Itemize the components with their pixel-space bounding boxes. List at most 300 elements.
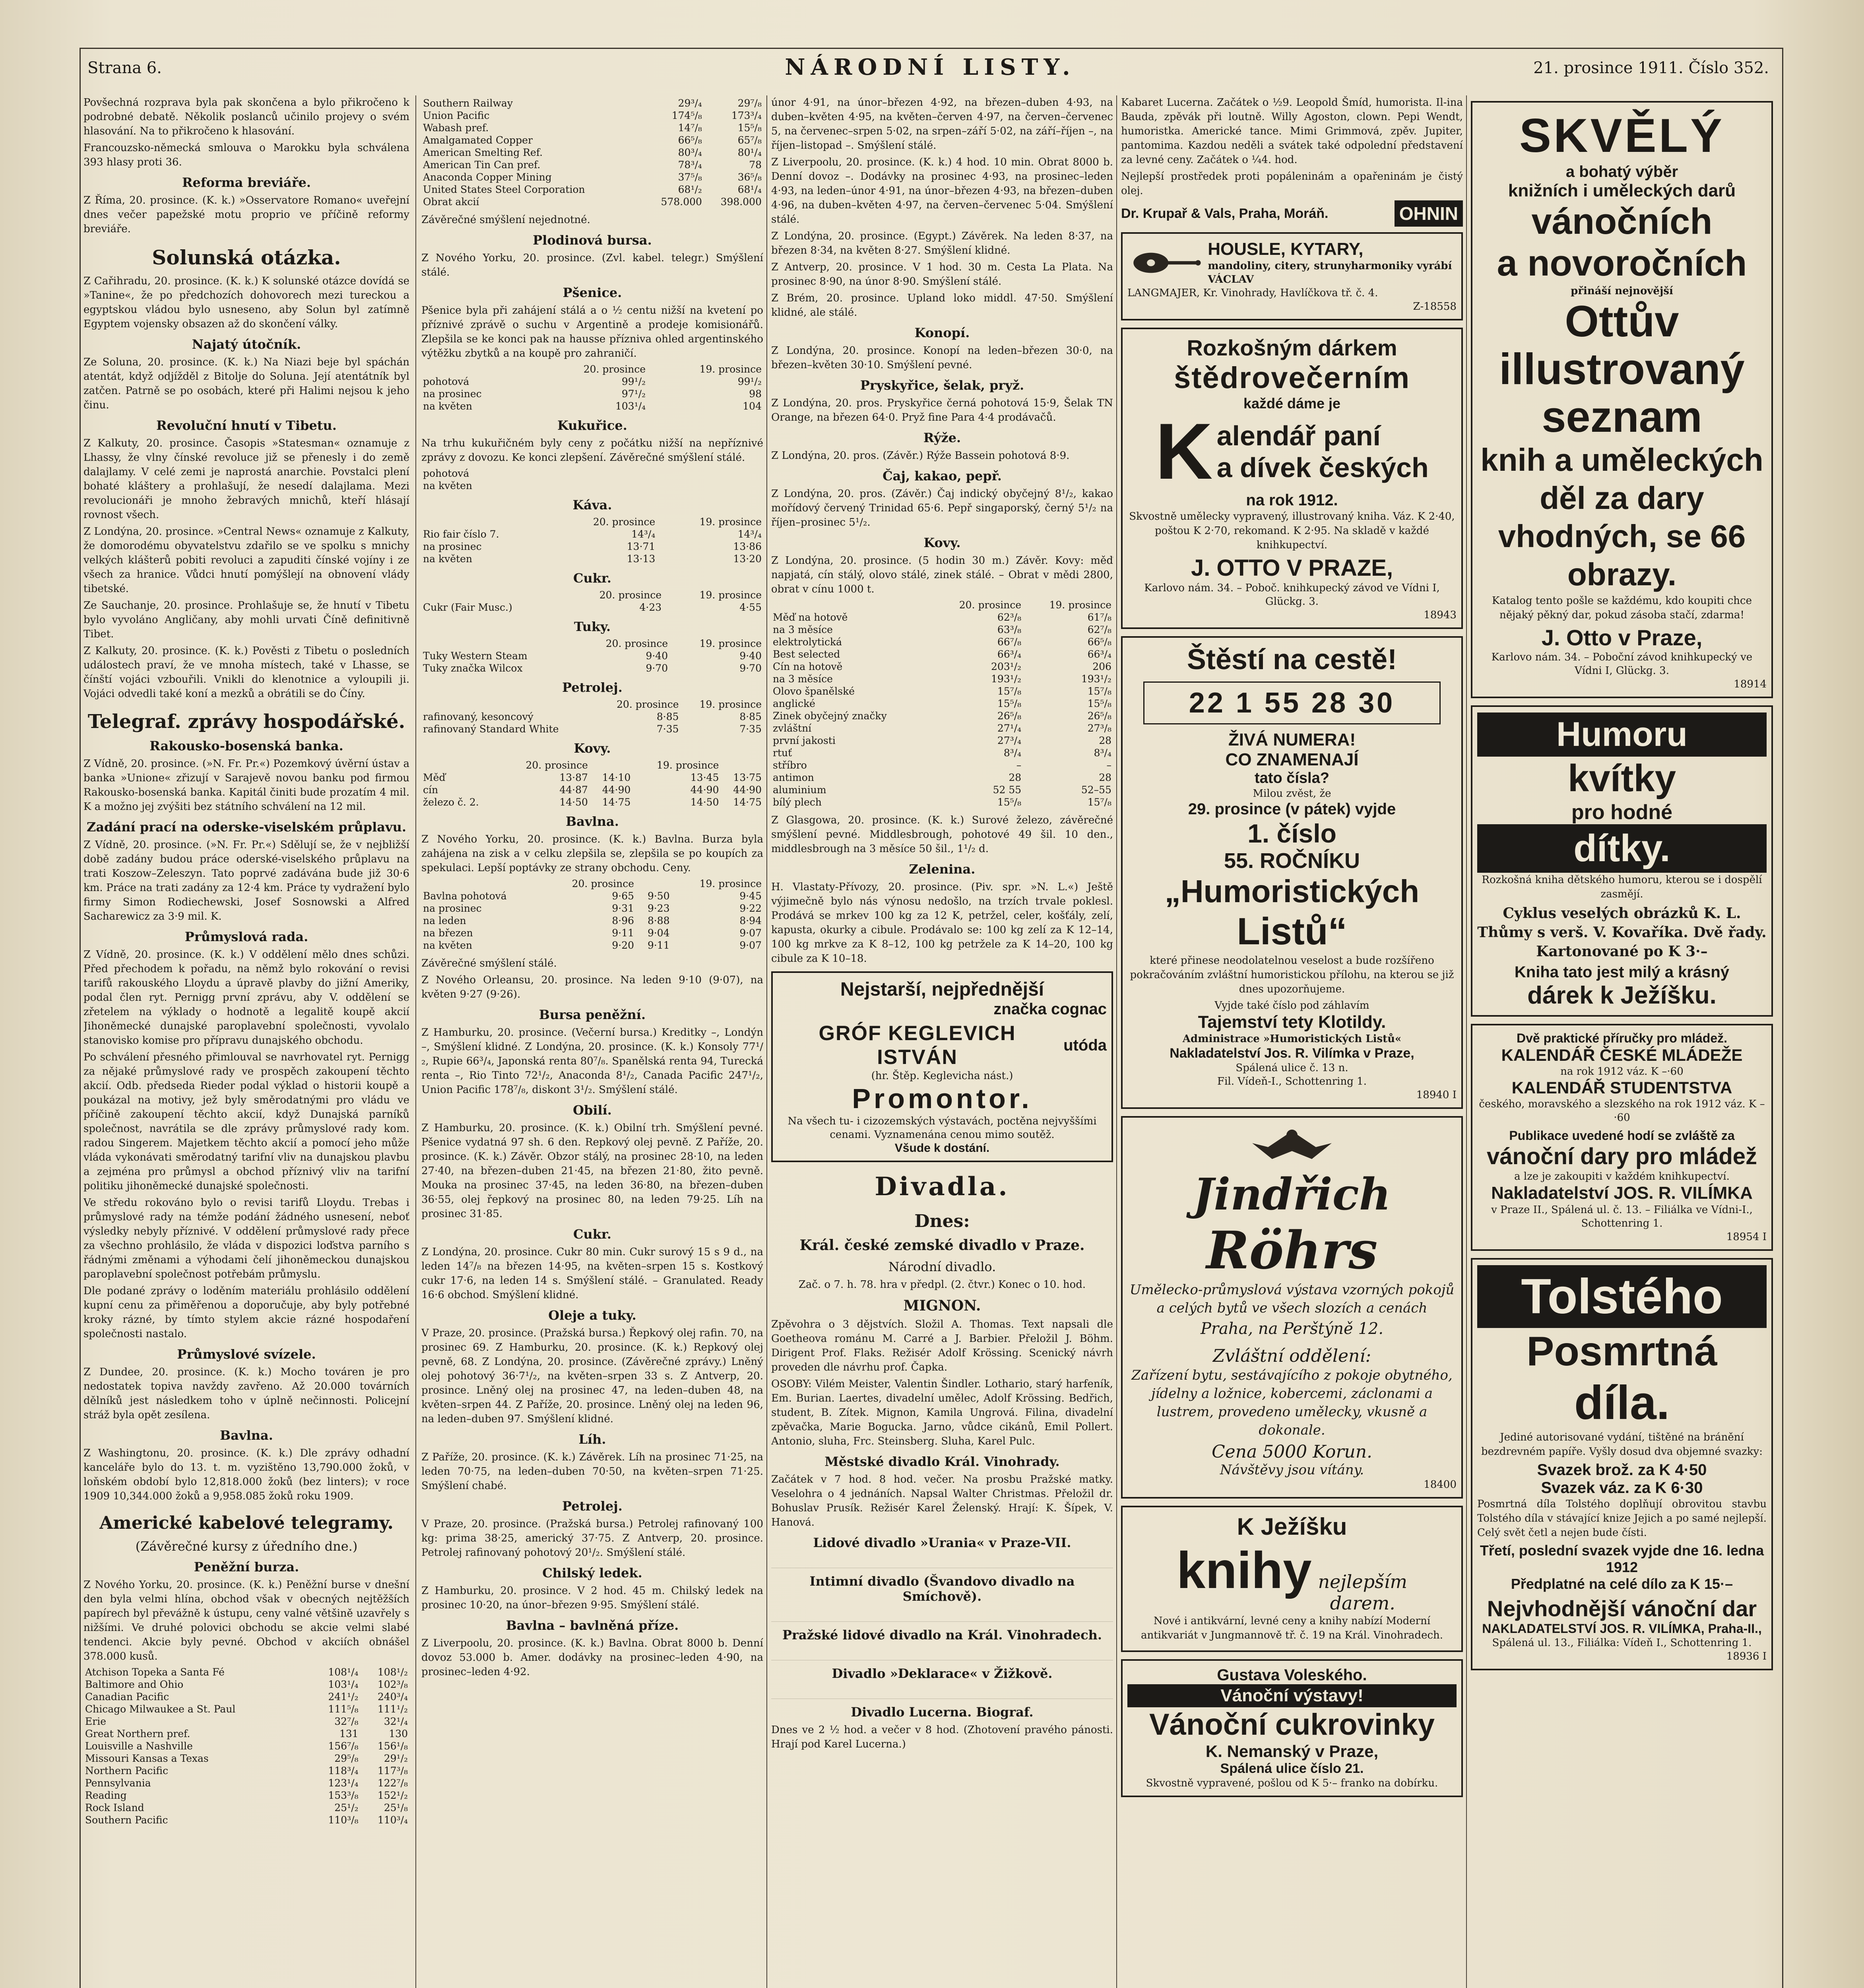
article-paragraph: Z Londýna, 20. prosince. (5 hodin 30 m.) Závěr. Kovy: měď napjatá, cín stálý, olovo stálé, zinek stálé. – Obrat v mědi 2800, obrat v cínu 1000 t.: [771, 555, 1113, 595]
article-paragraph: Ze Sauchanje, 20. prosince. Prohlašuje se, že hnutí v Tibetu bylo vyvoláno Angličany, aby mohli urvati Číně definitivně Tibet.: [83, 600, 409, 640]
row-value: 19. prosince: [699, 878, 762, 889]
table-row: [421, 171, 763, 183]
ad-line: nejlepším: [1318, 1571, 1407, 1592]
article-paragraph: Z Nového Yorku, 20. prosince. (K. k.) Peněžní burse v dnešní den byla velmi hlína, obchod však v obecných nejtěžších papírech byl převážně k ústupu, ceny valné většině uzavřely s nižšími. Ve druhé polovici obchodu se akcie velmi slabé tendenci. Akcie byly pevné. Obchod v akciích obnášel 378.000 kusů.: [83, 1579, 409, 1662]
masthead-title: NÁRODNÍ LISTY.: [785, 54, 1076, 80]
row-value: 27³/₈: [1087, 722, 1111, 734]
ad-code: Z-18558: [1413, 301, 1457, 313]
table-row: [83, 1765, 409, 1777]
table-header-row: [421, 637, 763, 650]
section-heading: Zelenina.: [909, 862, 976, 877]
section-headline: Divadla.: [875, 1172, 1010, 1202]
row-value: 99¹/₂: [621, 376, 646, 387]
row-value: 62³/₈: [997, 612, 1022, 623]
ad-text: Katalog tento pošle se každému, kdo koupiti chce nějaký pěkný dar, pokud zásoba stačí, zdarma!: [1492, 595, 1752, 621]
row-value: 78³/₄: [678, 159, 702, 171]
article-paragraph: Z Londýna, 20. prosince. (Egypt.) Závěrek. Na leden 8·37, na březen 8·34, na květen 8·27. Smýšlení klidné.: [771, 230, 1113, 256]
row-value: 68¹/₂: [678, 184, 702, 195]
ad-text: Rozkošná kniha dětského humoru, kterou se i dospělí zasmějí.: [1482, 874, 1762, 900]
table-row: [771, 611, 1113, 623]
row-value: 36⁵/₈: [737, 171, 762, 183]
row-label: Reading: [85, 1790, 127, 1801]
brand-suffix: utóda: [1063, 1036, 1107, 1054]
article-paragraph: Z Říma, 20. prosince. (K. k.) »Osservatore Romano« uveřejní dnes večer papežské motu proprio ve příčině reformy breviáře.: [83, 194, 409, 235]
row-value: 103¹/₄: [615, 400, 646, 412]
row-label: rtuť: [773, 747, 792, 759]
row-label: na březen: [423, 927, 473, 939]
article-paragraph: Z Hamburku, 20. prosince. V 2 hod. 45 m. Chilský ledek na prosinec 10·20, na únor–březen 9·95. Smýšlení stálé.: [421, 1585, 763, 1611]
section-heading: Průmyslová rada.: [184, 929, 308, 944]
ad-headline: 1. číslo: [1247, 819, 1336, 848]
row-value: –: [1106, 759, 1111, 771]
section-heading: Pražské lidové divadlo na Král. Vinohradech.: [782, 1627, 1102, 1642]
row-value: 28: [1099, 735, 1111, 746]
table-row: [421, 196, 763, 208]
ad-line: Předplatné na celé dílo za K 15·–: [1511, 1576, 1733, 1592]
row-value: 15⁵/₈: [1087, 698, 1111, 709]
row-value: 108¹/₂: [377, 1666, 408, 1678]
row-value: 156¹/₈: [377, 1740, 408, 1752]
row-value: 44·90: [690, 784, 719, 796]
table-header-row: [421, 516, 763, 528]
article-paragraph: Z Cařihradu, 20. prosince. (K. k.) K solunské otázce dovídá se »Tanine«, že po předchozích dohovorech mezi tureckou a egyptskou vládou bylo usneseno, aby Solun byl zatímně Egyptem vojensky obsazen až do skončení války.: [83, 275, 409, 330]
row-value: 110³/₄: [377, 1814, 408, 1826]
row-value: 14·10: [602, 772, 631, 783]
ad-line: v Praze II., Spálená ul. č. 13. – Filiálka ve Vídni-I., Schottenring 1.: [1491, 1204, 1753, 1229]
article-paragraph: Ve středu rokováno bylo o revisi tarifů Lloydu. Trebas i průmyslové rady na témže podání žádného usnesení, neboť výsledky nebyly příznivé. V oddělení průmyslové rady přece za všechno prohlásilo, že vláda v dispozici loďstva parního s řádnými změnami a výhodami čelí jihoněmeckou dunajskou paroplavební společnost potřebám průmyslu.: [83, 1197, 409, 1280]
ad-headline: Rozkošným dárkem: [1187, 335, 1397, 360]
ad-line: Dr. Krupař & Vals, Praha, Moráň.: [1121, 206, 1329, 221]
row-value: 578.000: [661, 196, 702, 208]
article-paragraph: Nejlepší prostředek proti popáleninám a opařeninám je čistý olej.: [1121, 171, 1463, 197]
row-value: [720, 759, 763, 771]
lottery-numbers: 22 1 55 28 30: [1189, 687, 1395, 719]
row-value: 19. prosince: [657, 759, 719, 771]
row-value: 9·23: [647, 903, 670, 914]
brand-name: GRÓF KEGLEVICH ISTVÁN: [819, 1022, 1016, 1069]
row-value: 98: [749, 388, 762, 400]
row-value: 66⁷/₈: [997, 636, 1022, 648]
ad-headline: Tajemství tety Klotildy.: [1198, 1012, 1386, 1032]
section-heading: Zadání prací na oderske-viselském průplavu.: [86, 819, 406, 835]
ad-line: K. Nemanský v Praze,: [1205, 1742, 1379, 1761]
row-label: Southern Pacific: [85, 1814, 168, 1826]
row-label: Anaconda Copper Mining: [423, 171, 552, 183]
ad-line: Fil. Vídeň-I., Schottenring 1.: [1217, 1076, 1367, 1087]
table-header-row: [771, 599, 1113, 611]
row-value: 25¹/₈: [384, 1802, 408, 1813]
row-label: Rio fair číslo 7.: [423, 528, 499, 540]
section-heading: Dnes:: [914, 1211, 970, 1231]
table-row: [771, 648, 1113, 660]
row-label: pohotová: [423, 376, 469, 387]
row-value: 32⁷/₈: [334, 1716, 359, 1727]
row-label: na prosinec: [423, 903, 482, 914]
row-label: Baltimore and Ohio: [85, 1679, 184, 1690]
section-heading: Cukr.: [573, 571, 611, 586]
row-value: 8³/₄: [1003, 747, 1022, 759]
confectionery-ad: [1121, 1659, 1463, 1797]
ad-text: Umělecko-průmyslová výstava vzorných pokojů a celých bytů ve všech slozích a cenách: [1129, 1282, 1455, 1316]
ad-headline: štědrovečerním: [1173, 361, 1410, 395]
row-value: 63³/₈: [997, 624, 1022, 635]
row-value: 15⁵/₈: [997, 796, 1022, 808]
row-value: 20. prosince: [526, 759, 588, 771]
ad-headline: K Ježíšku: [1237, 1513, 1347, 1540]
article-paragraph: Z Antverp, 20. prosince. V 1 hod. 30 m. Cesta La Plata. Na prosinec 8·90, na únor 8·90. Smýšlení stálé.: [771, 261, 1113, 287]
row-value: 13·45: [690, 772, 719, 783]
masthead-bar: [80, 52, 1781, 83]
row-value: 14·75: [733, 796, 762, 808]
row-value: 117³/₈: [377, 1765, 408, 1776]
article-paragraph: Z Liverpoolu, 20. prosince. (K. k.) 4 hod. 10 min. Obrat 8000 b. Denní dovoz –. Dodávky na prosinec 4·93, na prosinec–leden 4·93, na leden–únor 4·91, na únor–březen 4·93, na březen–duben 4·96, na duben–květen 4·97, na červen–červenec 5·04. Smýšlení stálé.: [771, 156, 1113, 225]
row-value: 152¹/₂: [377, 1790, 408, 1801]
row-label: rafinovaný, kesoncový: [423, 711, 533, 722]
article-paragraph: Z Londýna, 20. prosince. Cukr 80 min. Cukr surový 15 s 9 d., na leden 14⁷/₈ na březen 14·95, na květen–srpen 15 s. Kostkový cukr 17·6, na leden 14 s. Smýšlení stálé. – Granulated. Ready 16·6 obchod. Smýšlení klidné.: [421, 1246, 763, 1301]
table-row: [421, 146, 763, 159]
row-value: 9·31: [612, 903, 634, 914]
row-value: [745, 467, 763, 480]
row-label: [771, 599, 933, 611]
violin-icon: [1127, 241, 1201, 285]
article-paragraph: Závěrečné smýšlení stálé.: [421, 957, 557, 969]
section-heading: Cukr.: [573, 1227, 611, 1242]
table-row: [771, 697, 1113, 710]
row-value: 14³/₄: [631, 528, 656, 540]
table-row: [771, 734, 1113, 747]
section-heading: Najatý útočník.: [192, 337, 301, 352]
table-header-row: [421, 589, 763, 601]
table-row: [83, 1666, 409, 1678]
row-value: 9·70: [646, 662, 668, 674]
stock-table: [421, 97, 763, 208]
section-heading: Městské divadlo Král. Vinohrady.: [824, 1454, 1060, 1469]
row-value: 4·23: [639, 602, 662, 613]
row-value: [745, 480, 763, 492]
humor-kvitky-ad: [1471, 705, 1773, 1017]
row-value: 193¹/₂: [991, 673, 1022, 685]
row-value: 32¹/₄: [384, 1716, 408, 1727]
table-row: [421, 711, 763, 723]
row-value: 240³/₄: [377, 1691, 408, 1703]
row-label: American Tin Can pref.: [423, 159, 541, 171]
row-label: [421, 698, 597, 711]
commodity-table: [421, 467, 763, 492]
row-value: 29⁵/₈: [334, 1753, 359, 1764]
row-value: 78: [749, 159, 762, 171]
ad-line: Svazek váz. za K 6·30: [1541, 1479, 1703, 1497]
ad-headline: Ottův illustrovaný seznam: [1499, 297, 1745, 441]
brand-name: Jindřich: [1193, 1169, 1391, 1220]
row-value: 68¹/₄: [737, 184, 762, 195]
ad-code: 18936 I: [1726, 1650, 1767, 1662]
row-value: 20. prosince: [583, 363, 646, 375]
row-label: Louisville a Nashville: [85, 1740, 193, 1752]
table-row: [421, 553, 763, 565]
row-label: United States Steel Corporation: [423, 184, 585, 195]
article-paragraph: Ze Soluna, 20. prosince. (K. k.) Na Niazi beje byl spáchán atentát, když odjížděl z Bitolje do Soluna. Její atentátník byl zatčen. Patrně se po osobách, které při Halimi nejsou k jeho činu.: [83, 356, 409, 411]
ad-text: Nové i antikvární, levné ceny a knihy nabízí Moderní antikvariát v Jungmannově tř. č. 19 na Král. Vinohradech.: [1141, 1615, 1443, 1641]
article-paragraph: Na trhu kukuřičném byly ceny z počátku nižší na nepříznivé zprávy z dovozu. Ke konci zlepšení. Závěrečné smýšlení stálé.: [421, 437, 763, 464]
article-paragraph: Zpěvohra o 3 dějstvích. Složil A. Thomas. Text napsali dle Goetheova románu M. Carré a J. Barbier. Přeložil J. Böhm. Dirigent Prof. Flaks. Režisér Adolf Krössing. Scenický návrh proveden dle návrhu prof. Čapka.: [771, 1318, 1113, 1373]
table-row: [83, 1814, 409, 1826]
row-value: 9·65: [612, 890, 634, 902]
row-value: 15⁷/₈: [1087, 796, 1111, 808]
row-label: Cín na hotově: [773, 661, 843, 672]
humoristicke-listy-ad: [1121, 636, 1463, 1109]
row-value: 29³/₄: [678, 97, 702, 109]
ad-headline: 55. ROČNÍKU: [1224, 849, 1360, 873]
table-row: [83, 1691, 409, 1703]
ad-line: přináší nejnovější: [1571, 285, 1673, 297]
section-heading: Divadlo Lucerna. Biograf.: [851, 1705, 1034, 1720]
section-heading: Rakousko-bosenská banka.: [149, 738, 343, 753]
row-value: 123¹/₄: [328, 1777, 359, 1789]
text-filler: [771, 1646, 1113, 1660]
section-heading: Petrolej.: [562, 1499, 623, 1514]
commodity-table: [421, 589, 763, 613]
row-value: 9·11: [647, 940, 670, 951]
publisher-name: J. Otto v Praze,: [1541, 625, 1703, 650]
article-paragraph: OSOBY: Vilém Meister, Valentin Šindler. Lothario, starý harfeník, Em. Burian. Laertes, divadelní umělec, Adolf Krössing. Bedřich, student, B. Zítek. Mignon, Kamila Ungrová. Filina, divadelní zpěvačka, Marie Bogucka. Jarno, vůdce cikánů, Emil Pollert. Antonio, sluha, Frc. Steinsberg. Sluha, Karel Pulc.: [771, 1378, 1113, 1447]
row-label: Great Northern pref.: [85, 1728, 190, 1740]
row-value: [726, 467, 745, 480]
row-value: 66⁵/₈: [678, 134, 702, 146]
ad-line: Praha, na Perštýně 12.: [1200, 1320, 1384, 1338]
row-value: 19. prosince: [1049, 599, 1111, 611]
section-heading: Chilský ledek.: [542, 1565, 642, 1580]
table-row: [421, 784, 763, 796]
text-filler: [771, 1684, 1113, 1699]
row-value: 26⁵/₈: [1087, 710, 1111, 722]
article-headline: Solunská otázka.: [152, 246, 341, 269]
article-paragraph: Z Vídně, 20. prosince. (K. k.) V oddělení mělo dnes schůzi. Před přechodem k pořadu, na němž bylo rokování o revisi tarifů rakouského Lloydu a úpravě plavby do jižní Ameriky, podal člen ryt. Pernigg první zprávu, aby V. oddělení se zřetelem na výklady o hodnotě a legalitě koupě akcií Jihoněmecké dunajské paroplavební společnosti, vyvolalo stanovisko komise pro přípravu dunajského obchodu.: [83, 949, 409, 1046]
table-header-row: [421, 878, 763, 890]
table-header-row: [421, 698, 763, 711]
row-value: 66³/₄: [1087, 648, 1111, 660]
row-value: 9·50: [647, 890, 670, 902]
row-label: na květen: [423, 940, 472, 951]
table-row: [421, 480, 763, 492]
commodity-table: [421, 698, 763, 735]
stock-table: [83, 1666, 409, 1826]
otto-catalog-ad: [1471, 101, 1773, 698]
row-value: 19. prosince: [699, 589, 762, 601]
ad-headline: Humoru: [1477, 712, 1767, 757]
ad-line: 29. prosince (v pátek) vyjde: [1188, 800, 1396, 818]
row-value: 44·90: [602, 784, 631, 796]
brand-logo: OHNIN: [1395, 200, 1463, 227]
section-heading: Obilí.: [573, 1103, 612, 1118]
table-row: [421, 400, 763, 412]
row-label: Olovo španělské: [773, 685, 855, 697]
ad-line: Spálená ul. 13., Filiálka: Vídeň I., Schottenring 1.: [1492, 1637, 1752, 1649]
table-row: [421, 134, 763, 146]
article-paragraph: únor 4·91, na únor–březen 4·92, na březen–duben 4·93, na duben–květen 4·95, na květen–červen 4·97, na červen–červenec 5, na červenec–srpen 5·02, na srpen–září 5·02, na září–říjen –, na říjen–listopad –. Smýšlení stálé.: [771, 97, 1113, 151]
ad-line: Publikace uvedené hodí se zvláště za: [1509, 1128, 1735, 1143]
ad-line: Administrace »Humoristických Listů«: [1182, 1033, 1402, 1045]
ad-line: mandoliny, citery, strunyharmoniky vyrábí VÁCLAV: [1208, 260, 1452, 285]
row-value: 20. prosince: [617, 699, 679, 710]
row-label: Rock Island: [85, 1802, 144, 1813]
table-row: [771, 636, 1113, 648]
column-rule: [415, 95, 416, 1988]
row-label: na prosinec: [423, 541, 482, 552]
article-paragraph: Z Hamburku, 20. prosince. (Večerní bursa.) Kreditky –, Londýn –, Smýšlení klidné. Z Londýna, 20. prosince. (K. k.) Konsoly 77¹/₂, Rupie 66³/₄, Japonská renta 80⁷/₈. Spanělská renta 94, Turecká renta –, Rio Tinto 72¹/₂, Anaconda 8¹/₂, Canada Pacific 247¹/₂, Union Pacific 178⁷/₈, diskont 3¹/₂. Smýšlení stálé.: [421, 1027, 763, 1096]
row-label: Cukr (Fair Musc.): [423, 602, 512, 613]
article-paragraph: Z Glasgowa, 20. prosince. (K. k.) Surové železo, závěrečné smýšlení pevné. Middlesbrough, pohotové 49 šil. 10 den., middlesbrough na 3 měsíce 50 šil., 1¹/₂ d.: [771, 814, 1113, 855]
row-value: 156⁷/₈: [328, 1740, 359, 1752]
row-value: 111¹/₂: [377, 1703, 408, 1715]
row-value: [590, 759, 632, 771]
row-value: 27³/₄: [997, 735, 1022, 746]
row-value: 25¹/₂: [334, 1802, 359, 1813]
row-value: 9·04: [647, 927, 670, 939]
article-paragraph: Z Kalkuty, 20. prosince. Časopis »Statesman« oznamuje z Lhassy, že vlny čínské revoluce již se přenesly i do země dalajlamy. V celé zemi je naprostá anarchie. Povstalci plení bohaté kláštery a prohlašují, že nesedí dalajlama. Mezi revolucionáři je mnoho žebravých mnichů, kteří hlásají rovnost všech.: [83, 437, 409, 521]
text-filler: [771, 1607, 1113, 1622]
row-value: 9·40: [646, 650, 668, 662]
ad-headline: HOUSLE, KYTARY,: [1208, 239, 1364, 259]
row-label: [421, 637, 576, 650]
ad-line: (hr. Štěp. Keglevicha nást.): [871, 1070, 1013, 1082]
row-value: 28: [1009, 772, 1022, 783]
row-label: na prosinec: [423, 388, 482, 400]
cognac-ad: [771, 971, 1113, 1162]
row-value: 13·75: [733, 772, 762, 783]
table-row: [421, 540, 763, 553]
row-label: Bavlna pohotová: [423, 890, 507, 902]
row-label: Canadian Pacific: [85, 1691, 169, 1703]
row-label: Pennsylvania: [85, 1777, 151, 1789]
row-value: 13·20: [733, 553, 762, 565]
ad-line: Všude k dostání.: [894, 1142, 990, 1155]
article-paragraph: Zač. o 7. h. 78. hra v předpl. (2. čtvr.) Konec o 10. hod.: [798, 1279, 1086, 1291]
article-paragraph: Po schválení přesného přimlouval se navrhovatel ryt. Pernigg za nějaké průmyslové rady ve prospěch zakoupení těchto akcií. Odb. předseda Rieder podal výklad o historii koupě a poukázal na motivy, jež byly směrodatnými pro vládu ve příčině zakoupení těchto akcií, když Dunajská parníků společnost, navrátila se dle zprávy průmyslové rady kom. radou Singerem. Majetkem těchto akcií a pomocí jeho může vláda vykonávati směrodatný tarifní vliv na dunajskou plavbu a zejména pro průmysl a obchod příznivý vliv na tarifní politiku jihoněmecké dunajské společnosti.: [83, 1051, 409, 1192]
row-label: bílý plech: [773, 796, 822, 808]
ad-headline: vánočních: [1531, 201, 1713, 242]
column-rule: [1116, 95, 1117, 1988]
row-value: 65⁷/₈: [737, 134, 762, 146]
table-row: [421, 650, 763, 662]
table-header-row: [421, 759, 763, 771]
table-row: [771, 771, 1113, 784]
table-row: [421, 375, 763, 388]
row-value: 9·11: [612, 927, 634, 939]
article-paragraph: Z Londýna, 20. prosince. »Central News« oznamuje z Kalkuty, že domorodému obyvatelstvu zdařilo se ve spolku s mnichy velkých klášterů pobiti revoluci a zapuditi čínské vojíny i ze všech za hranice. Vůdci hnutí pomýšlejí na obnovení vlády tibetské.: [83, 526, 409, 595]
table-row: [421, 183, 763, 196]
article-paragraph: Z Nového Yorku, 20. prosince. (Zvl. kabel. telegr.) Smýšlení stálé.: [421, 252, 763, 278]
row-label: antimon: [773, 772, 814, 783]
row-value: 9·70: [739, 662, 762, 674]
section-heading: Lidové divadlo »Urania« v Praze-VII.: [813, 1535, 1071, 1550]
row-value: 37⁵/₈: [678, 171, 702, 183]
column-3: [771, 95, 1113, 1988]
ad-text: Posmrtná díla Tolstého doplňují obrovitou stavbu Tolstého díla v stávající knize Jejich a po samé nejlepší. Celý svět četl a nejen bude čísti.: [1477, 1498, 1767, 1539]
column-2: [421, 95, 763, 1988]
row-value: 20. prosince: [599, 589, 662, 601]
row-label: železo č. 2.: [423, 796, 479, 808]
table-row: [421, 159, 763, 171]
row-value: 52 55: [993, 784, 1022, 796]
section-subheading: Národní divadlo.: [888, 1259, 996, 1274]
article-paragraph: Pšenice byla při zahájení stálá a o ½ centu nižší na kvetení po příznivé zprávě o suchu v Argentině a prodeje komisionářů. Zlepšila se ke konci pak na hausse přízniva ohled argentinského výtěžku zbytků a na koupě pro zahraničí.: [421, 305, 763, 359]
table-row: [83, 1703, 409, 1715]
row-value: 103¹/₄: [328, 1679, 359, 1690]
row-label: [421, 363, 531, 375]
page-label: Strana 6.: [87, 59, 162, 77]
row-value: 8³/₄: [1094, 747, 1111, 759]
table-row: [421, 97, 763, 109]
row-value: 203¹/₂: [991, 661, 1022, 672]
table-row: [771, 673, 1113, 685]
row-label: rafinovaný Standard White: [423, 723, 559, 735]
section-heading: Líh.: [578, 1432, 606, 1447]
table-row: [421, 939, 763, 951]
section-heading: Kukuřice.: [557, 418, 627, 433]
row-value: 20. prosince: [959, 599, 1022, 611]
column-5: [1471, 95, 1773, 1988]
ad-line: českého, moravského a slezského na rok 1912 váz. K –·60: [1479, 1098, 1765, 1124]
section-heading: Průmyslové svízele.: [177, 1347, 316, 1362]
article-paragraph: Z Brém, 20. prosince. Upland loko middl. 47·50. Smýšlení klidné, ale stálé.: [771, 292, 1113, 318]
ad-headline: kvítky: [1567, 757, 1676, 800]
row-value: 102³/₈: [377, 1679, 408, 1690]
row-value: 80¹/₄: [737, 147, 762, 158]
table-row: [421, 902, 763, 914]
row-label: na květen: [423, 400, 472, 412]
table-row: [83, 1678, 409, 1691]
article-paragraph: Začátek v 7 hod. 8 hod. večer. Na prosbu Pražské matky. Veselohra o 4 jednáních. Napsal Walter Christmas. Přeložil dr. Bohuslav Prusík. Režisér Karel Želenský. Hrají: K. Šípek, V. Hanová.: [771, 1474, 1113, 1528]
section-heading: Kovy.: [574, 741, 611, 756]
row-value: 8·94: [739, 915, 762, 926]
row-label: Northern Pacific: [85, 1765, 169, 1776]
ad-headline: Tolstého: [1477, 1265, 1767, 1328]
article-paragraph: Z Londýna, 20. pros. (Závěr.) Čaj indický obyčejný 8¹/₂, kakao mořídový červený Trinidad 65·6. Pepř singaporský, černý 5¹/₂ na říjen–prosinec 5¹/₂.: [771, 488, 1113, 528]
table-row: [771, 660, 1113, 673]
ad-headline: alendář paní: [1216, 420, 1381, 451]
brand-name: Röhrs: [1206, 1220, 1378, 1281]
row-value: 19. prosince: [699, 638, 762, 649]
ad-code: 18940 I: [1416, 1089, 1457, 1101]
article-paragraph: V Praze, 20. prosince. (Pražská bursa.) Petrolej rafinovaný 100 kg: prima 38·25, americký 37·75. Z Antverp, 20. prosince. Petrolej rafinovaný pohotový 20¹/₂. Smýšlení stálé.: [421, 1518, 763, 1559]
section-heading: Tuky.: [574, 619, 611, 634]
row-value: 8·96: [612, 915, 634, 926]
article-paragraph: Z Nového Yorku, 20. prosince. (K. k.) Bavlna. Burza byla zahájena na zisk a v celku zlepšila se, zlepšila se po koupích za spekulaci. Lepší poptávky ze strany obchodu. Ceny.: [421, 833, 763, 874]
row-label: Atchison Topeka a Santa Fé: [85, 1666, 225, 1678]
ad-headline: SKVĚLÝ: [1519, 109, 1725, 162]
row-value: 66³/₄: [997, 648, 1022, 660]
row-label: anglické: [773, 698, 815, 709]
article-paragraph: Z Londýna, 20. pros. Pryskyřice černá pohotová 15·9, Šelak TN Orange, na březen 64·0. Pryž fine Para 4·4 prodávačů.: [771, 397, 1113, 423]
row-value: 122⁷/₈: [377, 1777, 408, 1789]
section-heading: Divadlo »Deklarace« v Žižkově.: [832, 1666, 1053, 1681]
row-label: první jakosti: [773, 735, 836, 746]
issue-date: 21. prosince 1911. Číslo 352.: [1533, 59, 1769, 77]
ad-headline: knih a uměleckých děl za dary vhodných, se 66 obrazy.: [1480, 442, 1763, 592]
section-heading: Pryskyřice, šelak, pryž.: [860, 378, 1024, 393]
ad-headline: Posmrtná: [1527, 1328, 1717, 1375]
table-row: [771, 784, 1113, 796]
article-paragraph: Z Liverpoolu, 20. prosince. (K. k.) Bavlna. Obrat 8000 b. Denní dovoz 53.000 b. Amer. dodávky na prosinec–leden 4·90, na prosinec–leden 4·92.: [421, 1637, 763, 1678]
row-value: 398.000: [720, 196, 762, 208]
column-4: [1121, 95, 1463, 1988]
table-row: [83, 1802, 409, 1814]
ad-line: Svazek brož. za K 4·50: [1537, 1461, 1707, 1479]
row-value: 62⁷/₈: [1087, 624, 1111, 635]
row-value: 15⁵/₈: [997, 698, 1022, 709]
section-heading: Petrolej.: [562, 680, 623, 695]
row-label: Wabash pref.: [423, 122, 489, 134]
